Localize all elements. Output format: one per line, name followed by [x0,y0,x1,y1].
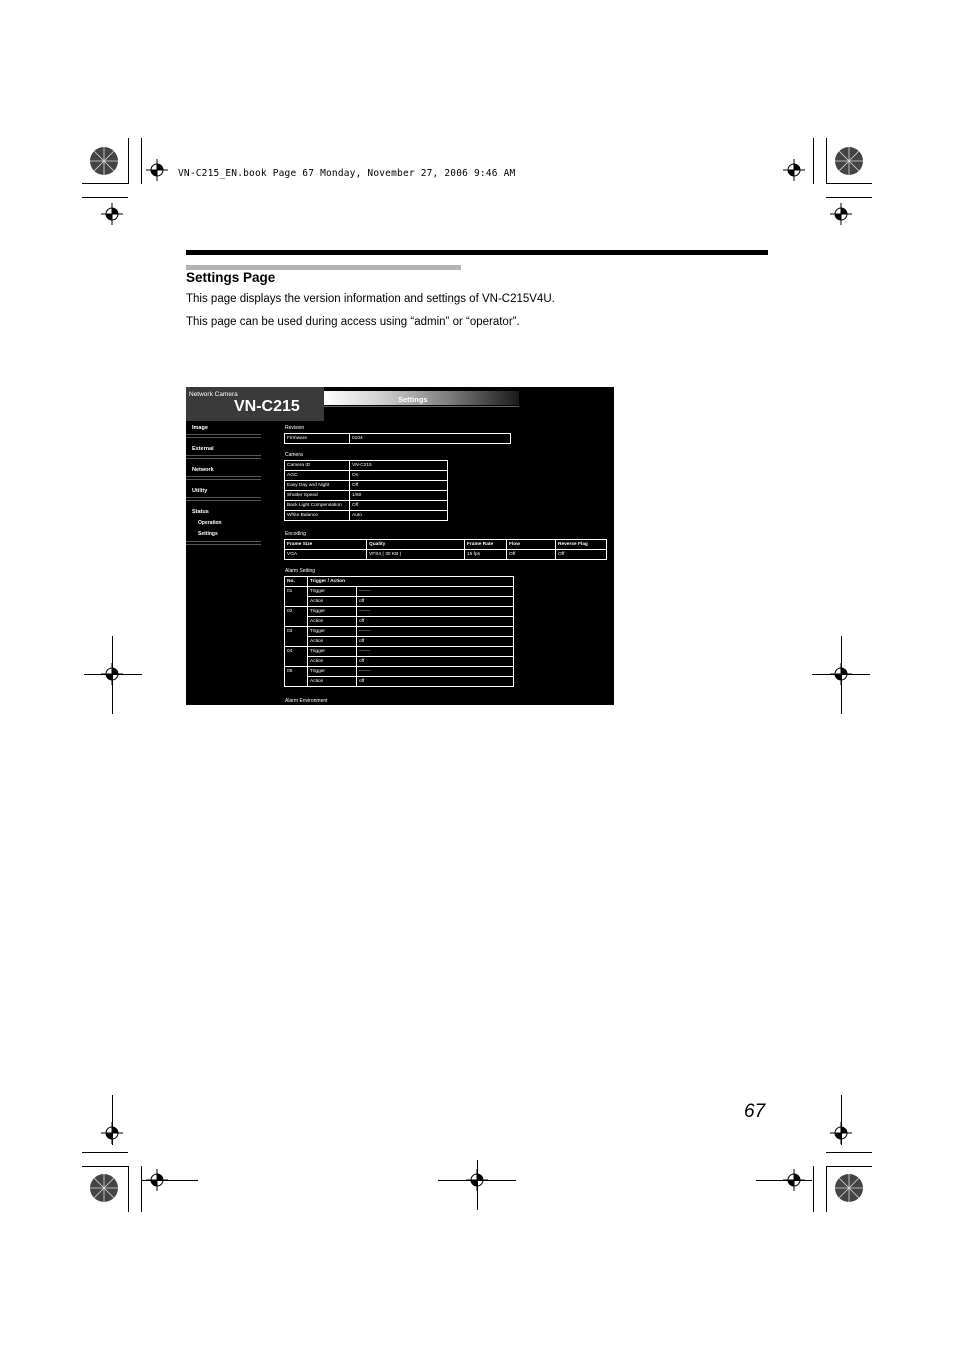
cell-key: Action [308,637,357,647]
crop-line [841,636,842,714]
menu-divider [186,458,261,459]
column-header: Reverse Flag [556,540,607,550]
cell-key: White Balance [285,511,350,521]
crop-line [841,1095,842,1145]
table-row [285,481,448,491]
alarm-setting-table [284,576,514,687]
registration-mark-icon [783,159,805,181]
crop-line [141,1166,142,1212]
star-target-icon [834,1173,864,1203]
registration-mark-icon [830,203,852,225]
menu-divider [186,500,261,501]
cell-key: Trigger [308,587,357,597]
cell-value: Off [350,501,448,511]
crop-line [826,138,827,184]
crop-line [813,1166,814,1212]
column-header: Frame Size [285,540,367,550]
alarm-number: 01 [285,587,308,607]
menu-divider [186,434,261,435]
column-header: Quality [367,540,465,550]
cell-key: Camera ID [285,461,350,471]
cell-value: off [357,677,514,687]
table-row [285,607,514,617]
table-row [285,627,514,637]
crop-line [826,1166,827,1212]
crop-line [142,1180,198,1181]
menu-divider [186,479,261,480]
cell-value: off [357,637,514,647]
star-target-icon [834,146,864,176]
table-row [285,587,514,597]
menu-item-external[interactable]: External [192,446,214,452]
menu-subitem-operation[interactable]: Operation [198,520,222,526]
brand-logo [186,387,324,421]
encoding-label: Encoding [285,531,306,537]
cell-key: Action [308,617,357,627]
cell-value: Off [350,481,448,491]
menu-divider [186,437,261,438]
cell-value: VN-C215 [350,461,448,471]
cell-key: Firmware [285,434,350,444]
menu-divider [186,497,261,498]
cell-value: VFS4 ( 30 KB ) [367,550,465,560]
table-row [285,511,448,521]
column-header: Flow [507,540,556,550]
menu-item-image[interactable]: Image [192,425,208,431]
table-row [285,667,514,677]
crop-line [82,183,128,184]
cell-value: Auto [350,511,448,521]
table-row [285,471,448,481]
table-row [285,550,607,560]
cell-value: 0104 [350,434,511,444]
brand-small: Network Camera [189,391,238,398]
crop-line [813,138,814,184]
crop-line [112,1095,113,1145]
cell-value: Off [556,550,607,560]
cell-value: Off [507,550,556,560]
registration-mark-icon [146,159,168,181]
cell-value: ------- [357,667,514,677]
cell-key: Trigger [308,647,357,657]
column-header: Frame Rate [465,540,507,550]
menu-item-status[interactable]: Status [192,509,209,515]
column-header: No. [285,577,308,587]
crop-line [84,674,142,675]
table-row [285,501,448,511]
registration-mark-icon [101,203,123,225]
cell-value: 1/60 [350,491,448,501]
title-divider [324,406,519,407]
table-row [285,597,514,607]
table-row [285,491,448,501]
camera-table [284,460,448,521]
table-row [285,461,448,471]
cell-key: Shutter Speed [285,491,350,501]
table-row [285,677,514,687]
table-header-row [285,540,607,550]
menu-divider [186,476,261,477]
cell-value: ------- [357,607,514,617]
cell-key: Easy Day and Night [285,481,350,491]
paragraph: This page can be used during access using “admin” or “operator”. [186,316,520,328]
crop-line [82,1152,128,1153]
paragraph: This page displays the version information and settings of VN-C215V4U. [186,293,555,305]
alarm-setting-label: Alarm Setting [285,568,316,574]
star-target-icon [89,146,119,176]
crop-line [128,1166,129,1212]
alarm-number: 05 [285,667,308,687]
section-rule [186,250,768,255]
alarm-number: 03 [285,627,308,647]
encoding-table [284,539,607,560]
crop-line [112,636,113,714]
alarm-environment-label: Alarm Environment [285,698,328,704]
crop-line [826,197,872,198]
menu-divider [186,541,261,542]
cell-key: Trigger [308,667,357,677]
crop-line [826,183,872,184]
crop-line [826,1166,872,1167]
cell-key: Action [308,657,357,667]
cell-value: off [357,597,514,607]
cell-value: 15 fps [465,550,507,560]
cell-value: off [357,657,514,667]
crop-line [82,1166,128,1167]
table-row [285,657,514,667]
cell-value: ------- [357,647,514,657]
cell-key: Back Light Compensation [285,501,350,511]
cell-key: Trigger [308,627,357,637]
crop-line [141,138,142,184]
settings-screenshot [186,387,614,705]
menu-divider [186,455,261,456]
crop-line [756,1180,812,1181]
table-header-row [285,577,514,587]
menu-divider [186,544,261,545]
revision-label: Revision [285,425,305,431]
cell-key: Action [308,677,357,687]
cell-value: VGA [285,550,367,560]
table-row [285,647,514,657]
page-number: 67 [744,1101,766,1122]
table-row [285,434,511,444]
alarm-number: 04 [285,647,308,667]
menu-item-network[interactable]: Network [192,467,214,473]
table-row [285,637,514,647]
star-target-icon [89,1173,119,1203]
brand-model: VN-C215 [234,398,300,415]
cell-value: ------- [357,627,514,637]
cell-value: ------- [357,587,514,597]
cell-value: off [357,617,514,627]
crop-line [128,138,129,184]
menu-item-utility[interactable]: Utility [192,488,208,494]
cell-key: Trigger [308,607,357,617]
book-header: VN-C215_EN.book Page 67 Monday, November 27, 2006 9:46 AM [178,168,516,179]
cell-key: AGC [285,471,350,481]
crop-line [826,1152,872,1153]
cell-value: On [350,471,448,481]
menu-subitem-settings[interactable]: Settings [198,531,218,537]
crop-line [477,1160,478,1210]
cell-key: Action [308,597,357,607]
page-title: Settings [398,395,428,404]
column-header: Trigger / Action [308,577,514,587]
alarm-number: 02 [285,607,308,627]
revision-table [284,433,511,444]
section-title: Settings Page [186,270,276,285]
table-row [285,617,514,627]
crop-line [82,197,128,198]
camera-label: Camera [285,452,303,458]
